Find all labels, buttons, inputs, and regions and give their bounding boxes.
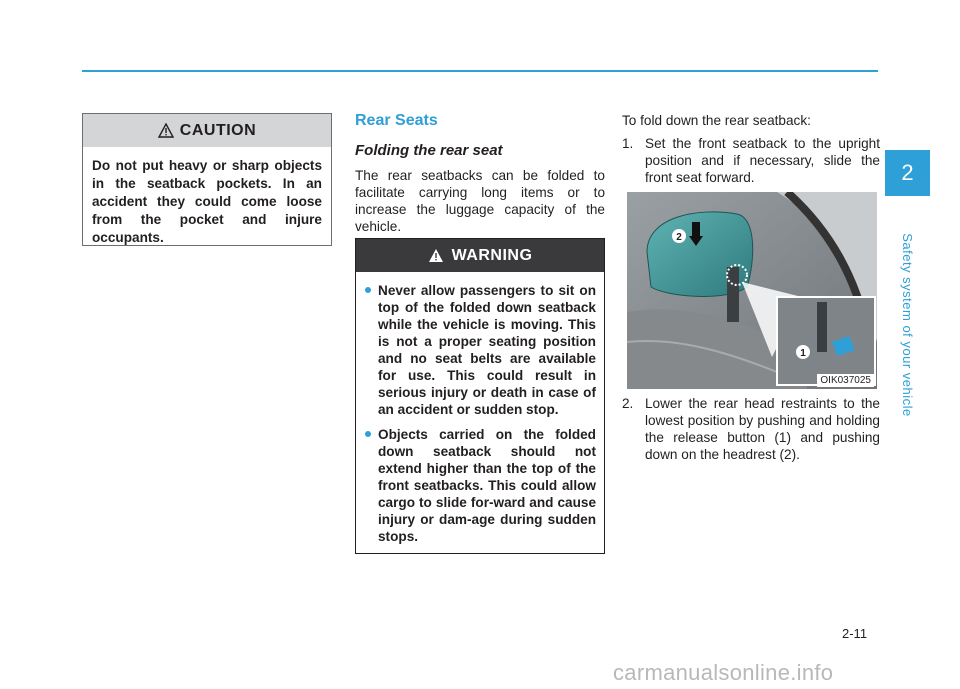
- warning-triangle-icon: [428, 248, 444, 263]
- procedure-section: [622, 112, 880, 186]
- chapter-number: 2: [885, 150, 930, 196]
- procedure-step-2-wrapper: [622, 395, 880, 463]
- step-number: 1.: [622, 136, 634, 151]
- warning-item: [364, 426, 596, 545]
- warning-header: [356, 239, 604, 272]
- chapter-tab[interactable]: [885, 150, 930, 417]
- figure-code: OIK037025: [817, 374, 874, 387]
- callout-2: 2: [676, 232, 682, 243]
- watermark[interactable]: carmanualsonline.info: [613, 660, 834, 685]
- rear-seat-illustration: [627, 192, 877, 389]
- warning-item-text: Never allow passengers to sit on top of the folded down seatback while the vehicle is moving. This is not a proper seating position and no seat belts are available for use. This could result in serious injury or death in case of an accident or sudden stop.: [378, 283, 596, 417]
- bullet-icon: [365, 287, 371, 293]
- warning-title: WARNING: [451, 246, 533, 264]
- section-paragraph: The rear seatbacks can be folded to facilitate carrying long items or to increase the luggage capacity of the vehicle.: [355, 168, 605, 234]
- subsection-title: Folding the rear seat: [355, 142, 503, 159]
- warning-triangle-icon: [158, 123, 174, 138]
- caution-title: CAUTION: [179, 121, 257, 139]
- step-text: Set the front seatback to the upright position and if necessary, slide the front seat forward.: [645, 136, 880, 185]
- warning-item: [364, 282, 596, 418]
- step-text: Lower the rear head restraints to the lowest position by pushing and holding the release button (1) and pushing down on the headrest (2).: [645, 396, 880, 462]
- header-rule: [82, 70, 878, 72]
- section-title: Rear Seats: [355, 112, 438, 129]
- procedure-intro: To fold down the rear seatback:: [622, 113, 811, 128]
- bullet-icon: [365, 431, 371, 437]
- step-number: 2.: [622, 396, 634, 411]
- rear-seats-section: [355, 112, 605, 235]
- chapter-title: Safety system of your vehicle: [900, 233, 915, 417]
- callout-1: 1: [800, 348, 806, 359]
- caution-text: Do not put heavy or sharp objects in the seatback pockets. In an accident they could come loose from the pocket and injure occupants.: [92, 158, 322, 245]
- warning-list: [356, 272, 604, 545]
- procedure-step: [622, 135, 880, 186]
- caution-box: [82, 113, 332, 246]
- warning-box: [355, 238, 605, 554]
- headrest-figure: [627, 192, 877, 389]
- caution-header: [83, 114, 331, 147]
- page-number: 2-11: [842, 626, 868, 641]
- warning-item-text: Objects carried on the folded down seatback should not extend higher than the top of the front seatbacks. This could allow cargo to slide for-ward and cause injury or dam-age during sudden stops.: [378, 427, 596, 544]
- procedure-step: [622, 395, 880, 463]
